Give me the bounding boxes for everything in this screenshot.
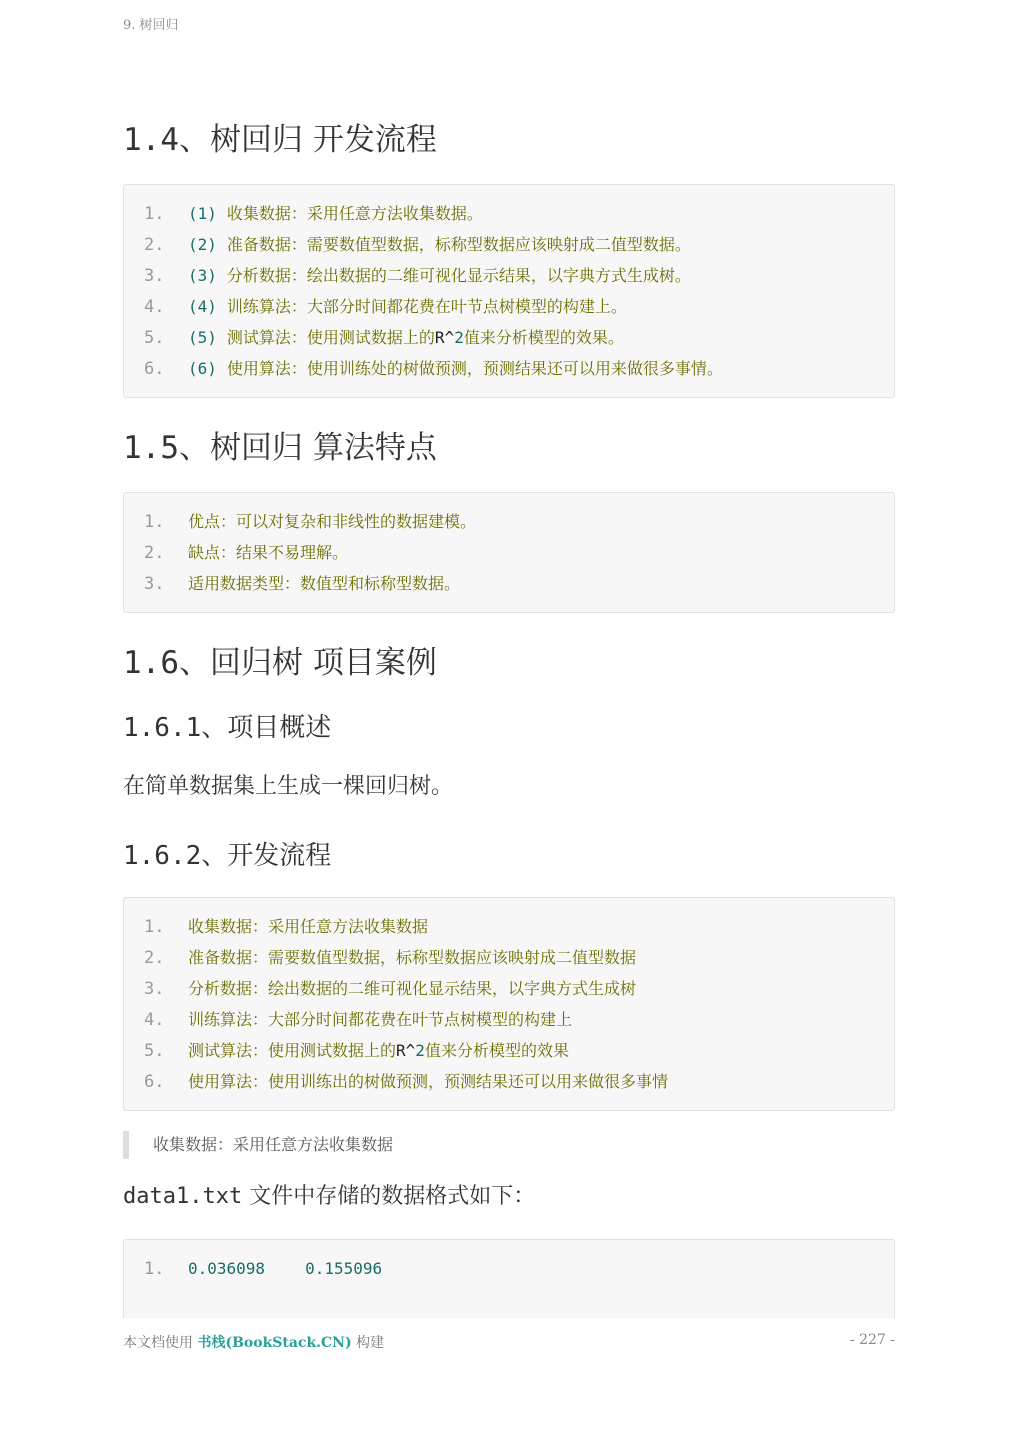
code-line — [124, 291, 894, 322]
code-line — [124, 537, 894, 568]
line-number: 3. — [144, 979, 165, 999]
code-text: 使用算法：使用训练处的树做预测，预测结果还可以用来做很多事情。 — [226, 359, 723, 378]
line-number: 1. — [144, 917, 165, 937]
code-caret: ^ — [444, 328, 455, 347]
line-number: 1. — [144, 512, 165, 532]
footer-suffix: 构建 — [351, 1335, 385, 1351]
filename: data1.txt — [123, 1184, 243, 1209]
step-number: (2) — [188, 235, 217, 254]
code-text: 分析数据：绘出数据的二维可视化显示结果，以字典方式生成树。 — [226, 266, 691, 285]
code-line — [124, 506, 894, 537]
footer-credit — [123, 1332, 384, 1352]
code-line — [124, 1066, 894, 1097]
section-title-1-5 — [123, 426, 895, 470]
blockquote-collect-data: 收集数据：采用任意方法收集数据 — [123, 1131, 895, 1159]
code-line — [124, 973, 894, 1004]
code-text: 缺点：结果不易理解。 — [188, 543, 349, 562]
code-line — [124, 229, 894, 260]
line-number: 2. — [144, 235, 165, 255]
section-number: 1.5 — [123, 430, 179, 466]
section-label: 、开发流程 — [201, 841, 332, 871]
code-block-features — [123, 492, 895, 613]
code-text: 收集数据：采用任意方法收集数据。 — [226, 204, 483, 223]
page-content — [123, 100, 895, 1318]
section-label: 、树回归 算法特点 — [179, 430, 437, 466]
footer-brand-link[interactable]: 书栈(BookStack.CN) — [197, 1335, 352, 1351]
code-block-project-flow — [123, 897, 895, 1111]
code-text: 测试算法：使用测试数据上的 — [188, 1041, 397, 1060]
line-number: 3. — [144, 266, 165, 286]
section-title-1-6-2 — [123, 837, 895, 875]
footer-prefix: 本文档使用 — [123, 1335, 198, 1351]
line-number: 3. — [144, 574, 165, 594]
section-title-1-6-1 — [123, 709, 895, 747]
intro-text: 文件中存储的数据格式如下： — [242, 1184, 536, 1209]
code-line — [124, 942, 894, 973]
line-number: 5. — [144, 328, 165, 348]
code-text: 使用算法：使用训练出的树做预测，预测结果还可以用来做很多事情 — [188, 1072, 669, 1091]
data-format-intro — [123, 1181, 895, 1213]
data-value-y: 0.155096 — [305, 1259, 383, 1278]
code-two: 2 — [415, 1041, 425, 1060]
section-title-1-6 — [123, 641, 895, 685]
line-number: 2. — [144, 543, 165, 563]
section-number: 1.6 — [123, 645, 179, 681]
running-head: 9. 树回归 — [123, 18, 179, 33]
code-text: 适用数据类型：数值型和标称型数据。 — [188, 574, 461, 593]
section-number: 1.6.1 — [123, 713, 202, 743]
step-number: (1) — [188, 204, 217, 223]
code-text: 准备数据：需要数值型数据，标称型数据应该映射成二值型数据 — [188, 948, 637, 967]
code-text: 值来分析模型的效果。 — [463, 328, 624, 347]
section-title-1-4 — [123, 118, 895, 162]
code-block-data-sample — [123, 1239, 895, 1318]
step-number: (4) — [188, 297, 217, 316]
line-number: 1. — [144, 204, 165, 224]
line-number: 2. — [144, 948, 165, 968]
code-line — [124, 911, 894, 942]
page-number: - 227 - — [849, 1332, 895, 1348]
code-line — [124, 1035, 894, 1066]
step-number: (6) — [188, 359, 217, 378]
line-number: 1. — [144, 1259, 165, 1279]
data-value-x: 0.036098 — [188, 1259, 266, 1278]
code-text: 收集数据：采用任意方法收集数据 — [188, 917, 429, 936]
code-caret: ^ — [405, 1041, 416, 1060]
code-two: 2 — [454, 328, 464, 347]
code-r: R — [434, 328, 445, 347]
line-number: 5. — [144, 1041, 165, 1061]
code-text: 训练算法：大部分时间都花费在叶节点树模型的构建上。 — [226, 297, 627, 316]
code-r: R — [396, 1041, 406, 1060]
code-line — [124, 1253, 894, 1284]
code-line — [124, 198, 894, 229]
code-line — [124, 322, 894, 353]
code-text: 测试算法：使用测试数据上的 — [226, 328, 435, 347]
line-number: 6. — [144, 359, 165, 379]
line-number: 4. — [144, 1010, 165, 1030]
code-text: 训练算法：大部分时间都花费在叶节点树模型的构建上 — [188, 1010, 573, 1029]
code-block-dev-flow — [123, 184, 895, 398]
code-line — [124, 353, 894, 384]
code-line — [124, 568, 894, 599]
step-number: (5) — [188, 328, 217, 347]
code-text: 分析数据：绘出数据的二维可视化显示结果，以字典方式生成树 — [188, 979, 637, 998]
code-text: 准备数据：需要数值型数据，标称型数据应该映射成二值型数据。 — [226, 235, 691, 254]
code-line — [124, 1004, 894, 1035]
step-number: (3) — [188, 266, 217, 285]
section-number: 1.4 — [123, 122, 179, 158]
line-number: 4. — [144, 297, 165, 317]
line-number: 6. — [144, 1072, 165, 1092]
section-label: 、回归树 项目案例 — [179, 645, 437, 681]
section-label: 、项目概述 — [201, 713, 332, 743]
section-label: 、树回归 开发流程 — [179, 122, 437, 158]
code-text: 优点：可以对复杂和非线性的数据建模。 — [188, 512, 477, 531]
code-line — [124, 260, 894, 291]
section-number: 1.6.2 — [123, 841, 202, 871]
overview-paragraph: 在简单数据集上生成一棵回归树。 — [123, 774, 454, 799]
code-text: 值来分析模型的效果 — [424, 1041, 569, 1060]
